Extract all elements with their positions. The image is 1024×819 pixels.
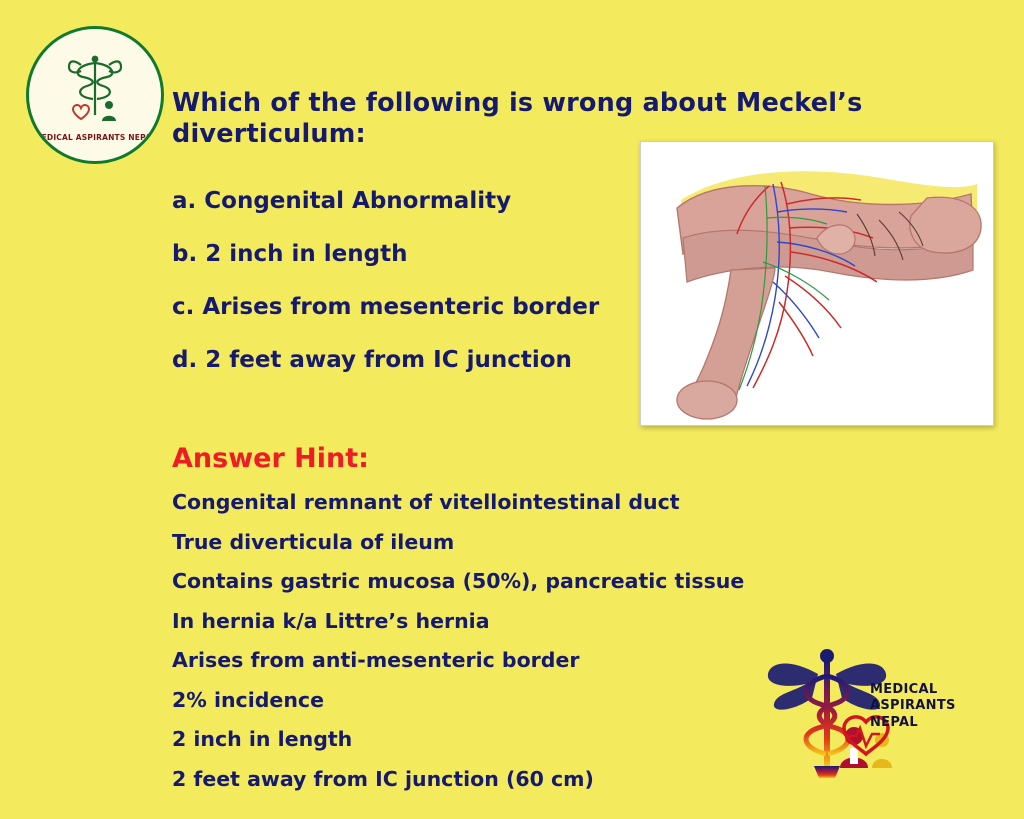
hint-line-8: 2 feet away from IC junction (60 cm) (172, 766, 594, 791)
hint-line-5: Arises from anti-mesenteric border (172, 648, 580, 672)
hint-line-2: True diverticula of ileum (172, 529, 455, 554)
hint-line-3: Contains gastric mucosa (50%), pancreatic tissue (172, 569, 745, 593)
logo-bottom-brand (870, 682, 1012, 731)
hint-line-1: Congenital remnant of vitellointestinal duct (172, 490, 680, 514)
logo-badge-text: MEDICAL ASPIRANTS NEPAL (33, 132, 157, 142)
hint-line-4: In hernia k/a Littre’s hernia (172, 608, 490, 633)
hint-line-7: 2 inch in length (172, 727, 353, 751)
logo-badge-top (26, 26, 164, 164)
logo-bottom-line1: MEDICAL ASPIRANTS (870, 682, 956, 714)
caduceus-icon (63, 53, 127, 131)
logo-bottom-right (762, 640, 1012, 800)
answer-hint-title: Answer Hint: (172, 443, 369, 474)
options-list (172, 188, 672, 400)
option-a[interactable]: a. Congenital Abnormality (172, 188, 512, 214)
hint-line-6: 2% incidence (172, 687, 324, 712)
meckels-diverticulum-illustration (640, 141, 994, 426)
option-d[interactable]: d. 2 feet away from IC junction (172, 347, 572, 373)
question-text: Which of the following is wrong about Meckel’s diverticulum: (172, 88, 863, 149)
logo-bottom-line2: NEPAL (870, 714, 918, 730)
option-c[interactable]: c. Arises from mesenteric border (172, 294, 600, 320)
option-b[interactable]: b. 2 inch in length (172, 241, 408, 267)
